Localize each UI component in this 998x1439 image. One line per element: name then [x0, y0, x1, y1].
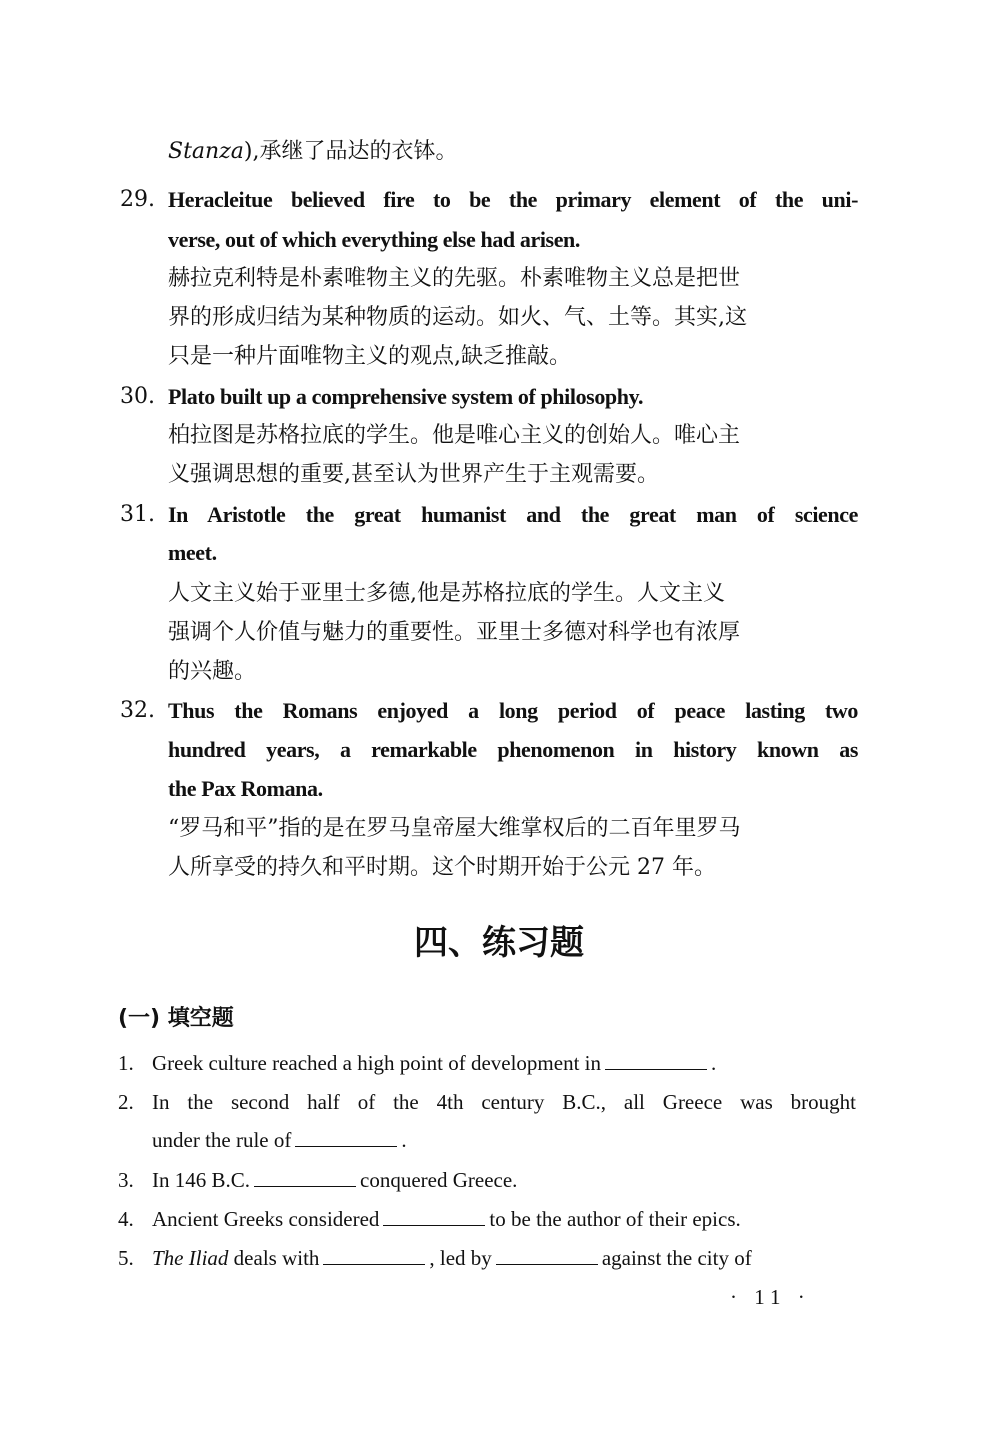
answer-blank[interactable] [605, 1049, 707, 1070]
item-english-line: hundred years, a remarkable phenomenon in history known as [168, 737, 858, 762]
item-english-line: Thus the Romans enjoyed a long period of peace lasting two [168, 698, 858, 723]
item-number: 32. [120, 698, 155, 723]
item-chinese-line: 只是一种片面唯物主义的观点,缺乏推敲。 [168, 344, 571, 369]
answer-blank[interactable] [383, 1205, 485, 1226]
exercise-text: In 146 B.C. [152, 1168, 251, 1192]
item-chinese-line: “罗马和平”指的是在罗马皇帝屋大维掌权后的二百年里罗马 [168, 816, 741, 841]
exercise-text: Ancient Greeks considered [152, 1207, 380, 1231]
exercise-line [152, 1241, 856, 1275]
subsection-title: (一) 填空题 [118, 1006, 234, 1031]
exercise-line: In the second half of the 4th century B.C., all Greece was brought [152, 1090, 856, 1114]
item-english-line: Plato built up a comprehensive system of philosophy. [168, 384, 644, 409]
item-chinese-line: 界的形成归结为某种物质的运动。如火、气、土等。其实,这 [168, 305, 747, 330]
exercise-line [152, 1202, 856, 1236]
item-chinese-line: 义强调思想的重要,甚至认为世界产生于主观需要。 [168, 462, 659, 487]
exercise-text: conquered Greece. [360, 1168, 518, 1192]
exercise-text: under the rule of [152, 1128, 292, 1152]
item-english-line: In Aristotle the great humanist and the great man of science [168, 502, 858, 527]
exercise-italic-title: The Iliad [152, 1246, 229, 1270]
exercise-text: to be the author of their epics. [489, 1207, 741, 1231]
answer-blank[interactable] [254, 1166, 356, 1187]
exercise-text: deals with [233, 1246, 320, 1270]
exercise-text: against the city of [601, 1246, 752, 1270]
item-english-line: the Pax Romana. [168, 776, 323, 801]
continuation-line [168, 134, 858, 170]
item-english-line: verse, out of which everything else had arisen. [168, 227, 580, 252]
answer-blank[interactable] [295, 1126, 397, 1147]
exercise-number: 3. [118, 1168, 134, 1192]
item-chinese-line: 人文主义始于亚里士多德,他是苏格拉底的学生。人文主义 [168, 581, 725, 606]
item-number: 31. [120, 502, 155, 527]
exercise-text: . [401, 1128, 407, 1152]
exercise-line [152, 1163, 856, 1197]
stanza-word: Stanza [168, 139, 244, 164]
page-number: · 11 · [730, 1285, 811, 1309]
exercise-line [152, 1123, 856, 1157]
item-english-line: meet. [168, 540, 217, 565]
item-chinese-line: 人所享受的持久和平时期。这个时期开始于公元 27 年。 [168, 855, 716, 880]
exercise-text: Greek culture reached a high point of development in [152, 1051, 601, 1075]
exercise-line [152, 1046, 856, 1080]
exercise-number: 2. [118, 1090, 134, 1114]
continuation-text: ),承继了品达的衣钵。 [243, 139, 458, 164]
answer-blank[interactable] [496, 1244, 598, 1265]
exercise-text: , led by [429, 1246, 492, 1270]
exercise-number: 4. [118, 1207, 134, 1231]
answer-blank[interactable] [323, 1244, 425, 1265]
exercise-text: . [711, 1051, 717, 1075]
item-chinese-line: 的兴趣。 [168, 659, 257, 684]
exercise-number: 5. [118, 1246, 134, 1270]
item-chinese-line: 强调个人价值与魅力的重要性。亚里士多德对科学也有浓厚 [168, 620, 741, 645]
item-number: 29. [120, 187, 155, 212]
item-english-line: Heracleitue believed fire to be the primary element of the uni- [168, 187, 858, 212]
item-number: 30. [120, 384, 155, 409]
section-title: 四、练习题 [414, 923, 584, 963]
exercise-number: 1. [118, 1051, 134, 1075]
item-chinese-line: 赫拉克利特是朴素唯物主义的先驱。朴素唯物主义总是把世 [168, 266, 741, 291]
item-chinese-line: 柏拉图是苏格拉底的学生。他是唯心主义的创始人。唯心主 [168, 423, 741, 448]
